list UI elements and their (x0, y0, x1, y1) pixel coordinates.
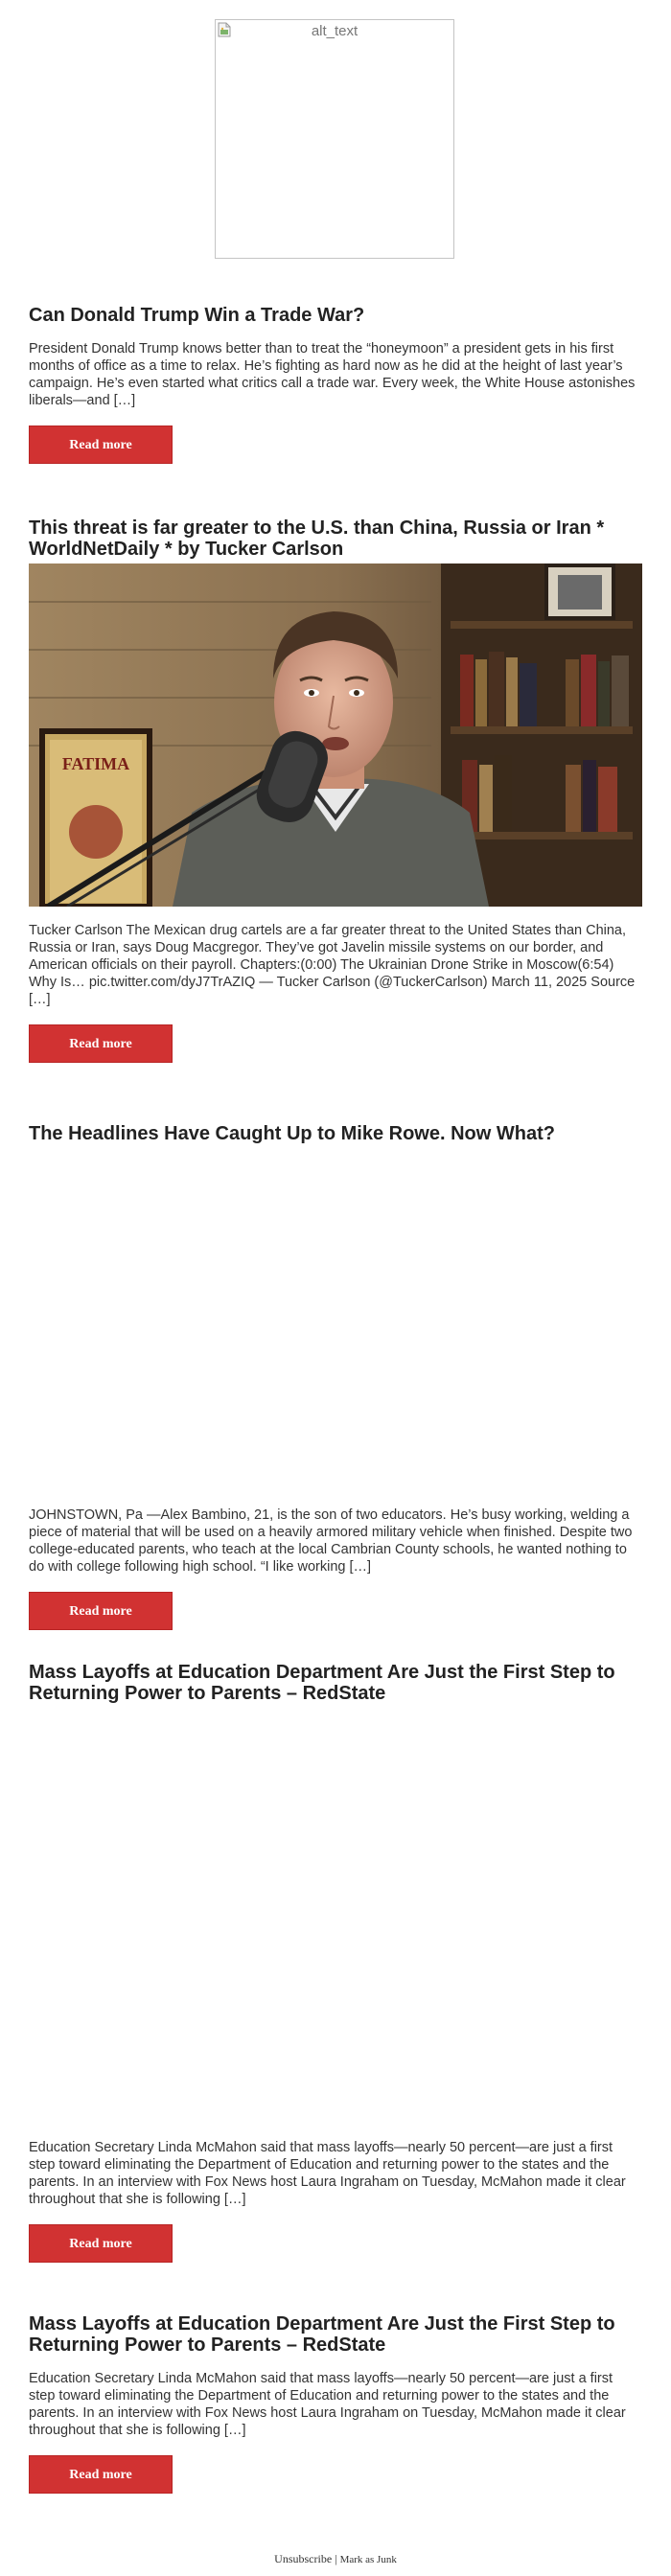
article-education-layoffs-1 (29, 1662, 642, 2263)
logo-alt-text: alt_text (311, 23, 359, 39)
article-image-blank[interactable] (29, 1148, 642, 1491)
article-photo[interactable] (29, 564, 642, 907)
header-logo-image (215, 19, 454, 259)
read-more-button[interactable]: Read more (29, 2224, 173, 2263)
footer-separator: | (335, 2552, 337, 2565)
poster-text: FATIMA (61, 754, 130, 773)
read-more-button[interactable]: Read more (29, 426, 173, 464)
article-title[interactable]: The Headlines Have Caught Up to Mike Rowe. Now What? (29, 1123, 555, 1144)
read-more-button[interactable]: Read more (29, 1024, 173, 1063)
article-image-blank[interactable] (29, 1708, 642, 2124)
read-more-button[interactable]: Read more (29, 1592, 173, 1630)
article-excerpt: Tucker Carlson The Mexican drug cartels are a far greater threat to the United States than China, Russia or Iran, says Doug Macgregor. They’ve got Javelin missile systems on our border, and American officials on their payroll. Chapters:(0:00) The Ukrainian Drone Strike in Moscow(6:54) Why Is… pic.twitter.com/dyJ7TrAZIQ — Tucker Carlson (@TuckerCarlson) March 11, 2025 Source […] (29, 923, 636, 1007)
article-title[interactable]: Mass Layoffs at Education Department Are Just the First Step to Returning Power to Parents – RedState (29, 2313, 615, 2356)
article-excerpt: Education Secretary Linda McMahon said that mass layoffs—nearly 50 percent—are just a first step toward eliminating the Department of Education and returning power to the states and the parents. In an interview with Fox News host Laura Ingraham on Tuesday, McMahon made it clear throughout that she is following […] (29, 2371, 626, 2438)
unsubscribe-link[interactable]: Unsubscribe (274, 2552, 333, 2565)
read-more-button[interactable]: Read more (29, 2455, 173, 2494)
tucker-carlson-photo (29, 564, 642, 907)
email-footer (0, 2538, 671, 2576)
article-education-layoffs-2 (29, 2313, 642, 2494)
article-title[interactable]: Can Donald Trump Win a Trade War? (29, 305, 365, 326)
article-trade-war (29, 305, 642, 464)
article-tucker-carlson (29, 518, 642, 1063)
mark-as-junk-link[interactable]: Mark as Junk (339, 2554, 397, 2565)
article-excerpt: Education Secretary Linda McMahon said that mass layoffs—nearly 50 percent—are just a first step toward eliminating the Department of Education and returning power to the states and the parents. In an interview with Fox News host Laura Ingraham on Tuesday, McMahon made it clear throughout that she is following […] (29, 2140, 626, 2207)
article-excerpt: JOHNSTOWN, Pa —Alex Bambino, 21, is the son of two educators. He’s busy working, welding a piece of material that will be used on a heavily armored military vehicle when finished. Despite two college-educated parents, who teach at the local Cambrian County schools, he wanted nothing to do with college following high school. “I like working […] (29, 1507, 633, 1575)
article-title[interactable]: This threat is far greater to the U.S. than China, Russia or Iran * WorldNetDaily * by Tucker Carlson (29, 518, 605, 560)
article-excerpt: President Donald Trump knows better than to treat the “honeymoon” a president gets in his first months of office as a time to relax. He’s fighting as hard now as he did at the height of last year’s campaign. He’s even started what critics call a trade war. Every week, the White House astonishes liberals—and […] (29, 341, 636, 408)
article-title[interactable]: Mass Layoffs at Education Department Are Just the First Step to Returning Power to Parents – RedState (29, 1662, 615, 1704)
article-mike-rowe (29, 1123, 642, 1630)
